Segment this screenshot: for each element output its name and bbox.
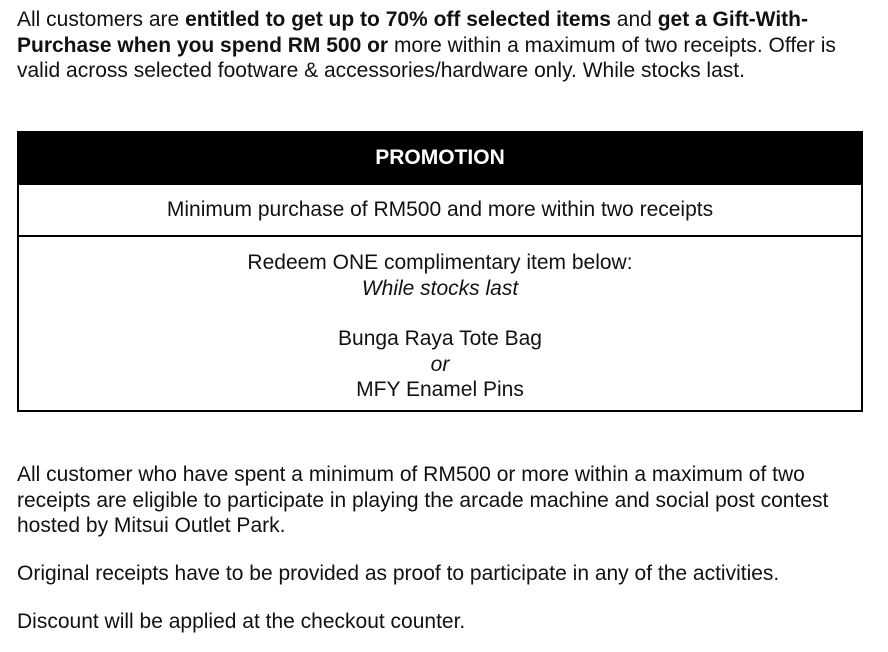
redeem-instruction: Redeem ONE complimentary item below: [247,251,633,274]
promotion-redeem-cell [19,237,861,410]
eligibility-paragraph: All customer who have spent a minimum of RM500 or more within a maximum of two receipts are eligible to participate in playing the arcade machine and social post contest hosted by Mitsui Outlet Park. [17,463,829,537]
promotion-table [17,131,863,412]
gift-item-enamel-pins: MFY Enamel Pins [356,378,524,401]
discount-note-paragraph: Discount will be applied at the checkout counter. [17,610,466,633]
intro-bold-discount: entitled to get up to 70% off selected items [185,8,611,31]
intro-bold-gift: get a Gift-With-Purchase when you spend RM 500 or [17,8,808,57]
gift-item-tote-bag: Bunga Raya Tote Bag [338,327,542,350]
intro-text-2: and [610,8,658,31]
promotion-minimum-purchase: Minimum purchase of RM500 and more within two receipts [19,185,861,237]
intro-paragraph [17,7,877,84]
intro-text-1: All customers are [17,8,186,31]
spacer [19,301,861,326]
promotion-header: PROMOTION [19,133,861,185]
stock-note: While stocks last [361,276,519,300]
receipt-proof-paragraph: Original receipts have to be provided as proof to participate in any of the activities. [17,562,780,585]
intro-text-3: more within a maximum of two receipts. Offer is valid across selected footware & accessories/hardware only. While stocks last. [17,33,836,82]
gift-or-separator: or [430,352,450,376]
